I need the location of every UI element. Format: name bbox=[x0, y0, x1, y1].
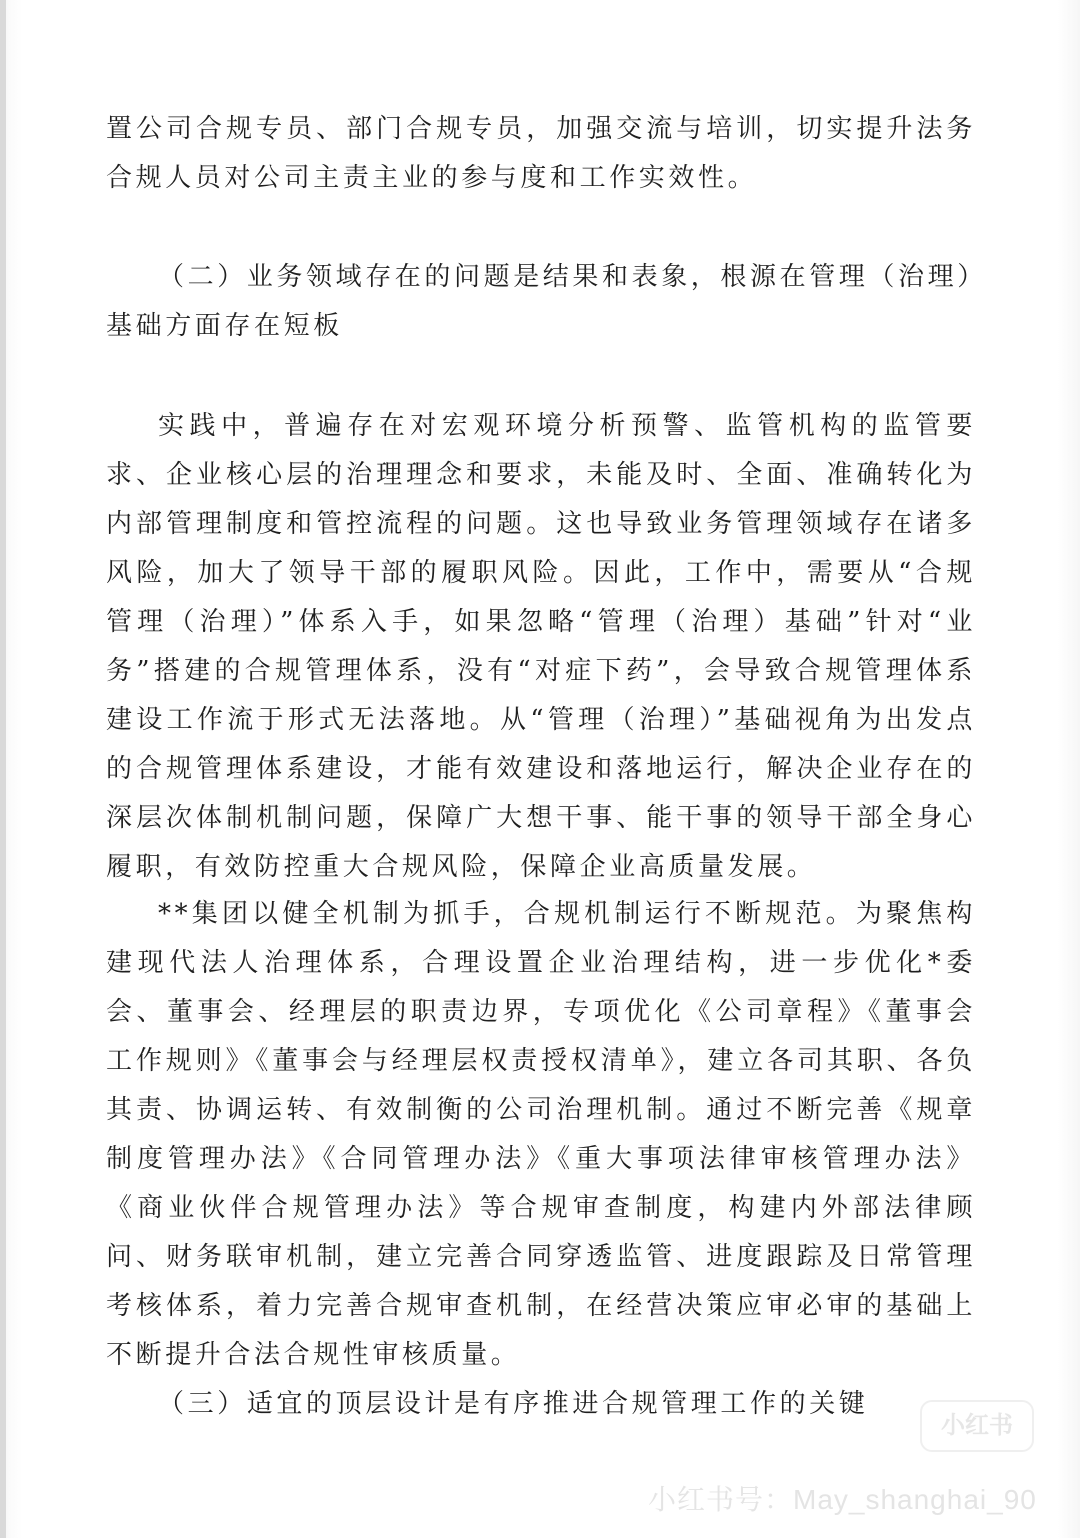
section-heading-2: （二）业务领域存在的问题是结果和表象，根源在管理（治理）基础方面存在短板 bbox=[106, 262, 974, 341]
page-edge-shadow bbox=[0, 0, 6, 1538]
watermark-user-id: 小红书号：May_shanghai_90 bbox=[648, 1484, 1037, 1515]
paragraph-1: 置公司合规专员、部门合规专员，加强交流与培训，切实提升法务合规人员对公司主责主业的参与度和工作实效性。 bbox=[106, 114, 976, 193]
paragraph-2: 实践中，普遍存在对宏观环境分析预警、监管机构的监管要求、企业核心层的治理理念和要求，未能及时、全面、准确转化为内部管理制度和管控流程的问题。这也导致业务管理领域存在诸多风险，加大了领导干部的履职风险。因此，工作中，需要从“合规管理（治理）”体系入手，如果忽略“管理（治理）基础”针对“业务”搭建的合规管理体系，没有“对症下药”，会导致合规管理体系建设工作流于形式无法落地。从“管理（治理）”基础视角为出发点的合规管理体系建设，才能有效建设和落地运行，解决企业存在的深层次体制机制问题，保障广大想干事、能干事的领导干部全身心履职，有效防控重大合规风险，保障企业高质量发展。 bbox=[106, 411, 976, 882]
watermark-logo: 小红书 bbox=[920, 1400, 1034, 1452]
section-heading-3: （三）适宜的顶层设计是有序推进合规管理工作的关键 bbox=[158, 1389, 869, 1419]
paragraph-3: **集团以健全机制为抓手，合规机制运行不断规范。为聚焦构建现代法人治理体系，合理设置企业治理结构，进一步优化*委会、董事会、经理层的职责边界，专项优化《公司章程》《董事会工作规则》《董事会与经理层权责授权清单》，建立各司其职、各负其责、协调运转、有效制衡的公司治理机制。通过不断完善《规章制度管理办法》《合同管理办法》《重大事项法律审核管理办法》《商业伙伴合规管理办法》等合规审查制度，构建内外部法律顾问、财务联审机制，建立完善合同穿透监管、进度跟踪及日常管理考核体系，着力完善合规审查机制，在经营决策应审必审的基础上不断提升合法合规性审核质量。 bbox=[106, 899, 976, 1370]
